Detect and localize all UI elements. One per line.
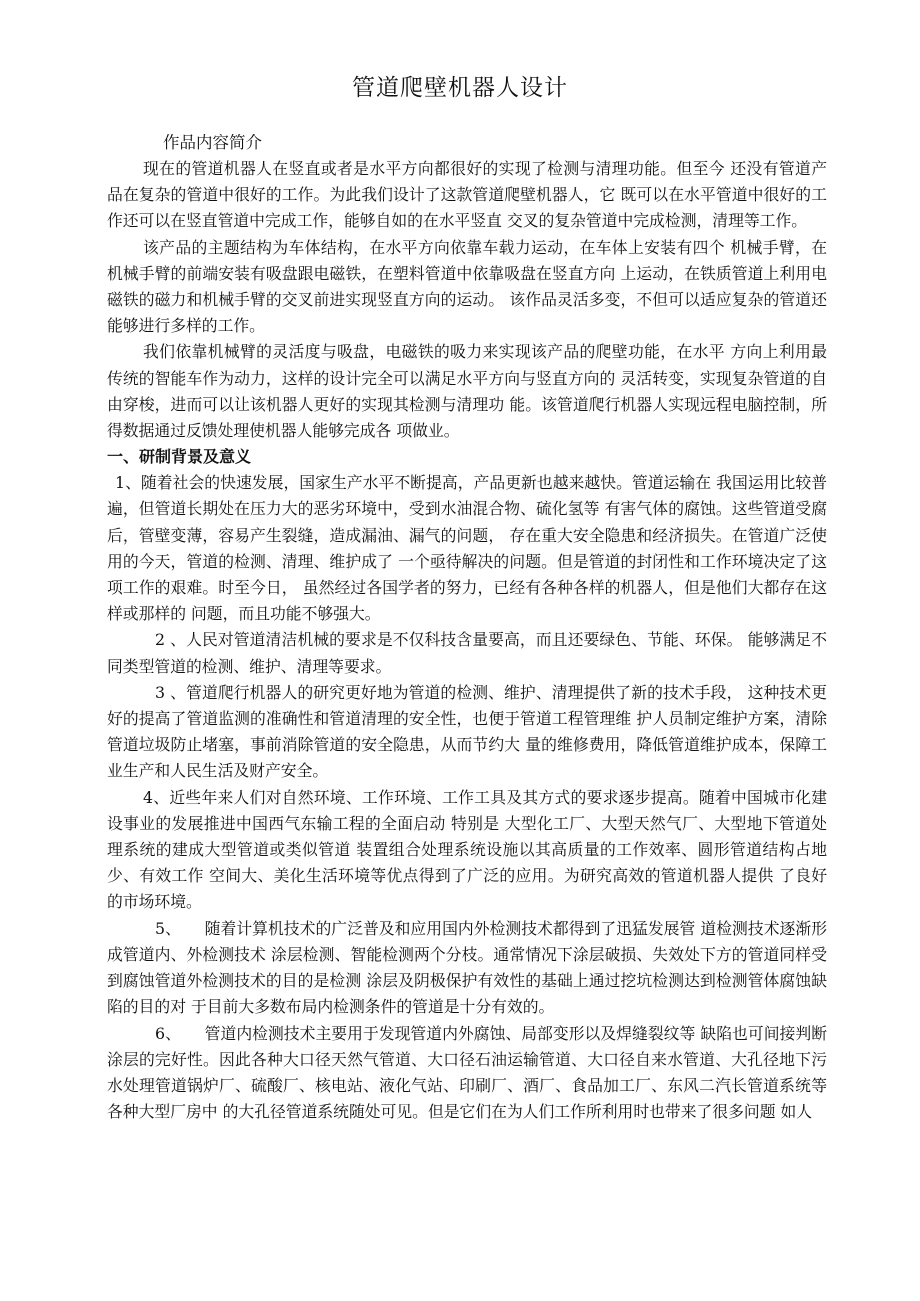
section-paragraph-2: 2 、人民对管道清洁机械的要求是不仅科技含量要高，而且还要绿色、节能、环保。 能够满足不同类型管道的检测、维护、清理等要求。 xyxy=(107,630,827,676)
intro-heading: 作品内容简介 xyxy=(163,133,262,152)
section-paragraph-4: 4、近些年来人们对自然环境、工作环境、工作工具及其方式的要求逐步提高。随着中国城市化建设事业的发展推进中国西气东输工程的全面启动 特别是 大型化工厂、大型天然气厂、大型地下管道处理系统的建成大型管道或类似管道 装置组合处理系统设施以其高质量的工作效率、圆形管道结构占地少、有效工作 空间大、美化生活环境等优点得到了广泛的应用。为研究高效的管道机器人提供 了良好的市场环境。 xyxy=(107,787,827,912)
section-paragraph-3: 3 、管道爬行机器人的研究更好地为管道的检测、维护、清理提供了新的技术手段， 这种技术更好的提高了管道监测的准确性和管道清理的安全性，也便于管道工程管理维 护人员制定维护方案，清除管道垃圾防止堵塞，事前消除管道的安全隐患，从而节约大 量的维修费用，降低管道维护成本，保障工业生产和人民生活及财产安全。 xyxy=(107,682,827,781)
section-paragraph-5: 5、 随着计算机技术的广泛普及和应用国内外检测技术都得到了迅猛发展管 道检测技术逐渐形成管道内、外检测技术 涂层检测、智能检测两个分枝。通常情况下涂层破损、失效处下方的管道同样受到腐蚀管道外检测技术的目的是检测 涂层及阴极保护有效性的基础上通过挖坑检测达到检测管体腐蚀缺陷的目的对 于目前大多数布局内检测条件的管道是十分有效的。 xyxy=(107,918,827,1017)
intro-paragraph-1: 现在的管道机器人在竖直或者是水平方向都很好的实现了检测与清理功能。但至今 还没有管道产品在复杂的管道中很好的工作。为此我们设计了这款管道爬壁机器人，它 既可以在水平管道中很好的工作还可以在竖直管道中完成工作，能够自如的在水平竖直 交叉的复杂管道中完成检测，清理等工作。 xyxy=(107,159,827,231)
document-body xyxy=(107,130,827,1125)
section-heading: 一、研制背景及意义 xyxy=(107,447,252,467)
intro-paragraph-2: 该产品的主题结构为车体结构，在水平方向依靠车载力运动，在车体上安装有四个 机械手臂，在机械手臂的前端安装有吸盘跟电磁铁，在塑料管道中依靠吸盘在竖直方向 上运动，在铁质管道上利用电磁铁的磁力和机械手臂的交叉前进实现竖直方向的运动。 该作品灵活多变，不但可以适应复杂的管道还能够进行多样的工作。 xyxy=(107,237,827,336)
document-title: 管道爬壁机器人设计 xyxy=(352,75,568,101)
section-paragraph-1: 1、随着社会的快速发展，国家生产水平不断提高，产品更新也越来越快。管道运输在 我国运用比较普遍，但管道长期处在压力大的恶劣环境中，受到水油混合物、硫化氢等 有害气体的腐蚀。这些管道受腐后，管壁变薄，容易产生裂缝，造成漏油、漏气的问题， 存在重大安全隐患和经济损失。在管道广泛使用的今天，管道的检测、清理、维护成了 一个亟待解决的问题。但是管道的封闭性和工作环境决定了这项工作的艰难。时至今日， 虽然经过各国学者的努力，已经有各种各样的机器人，但是他们大都存在这样或那样的 问题，而且功能不够强大。 xyxy=(107,473,827,624)
section-paragraph-6: 6、 管道内检测技术主要用于发现管道内外腐蚀、局部变形以及焊缝裂纹等 缺陷也可间接判断涂层的完好性。因此各种大口径天然气管道、大口径石油运输管道、大口径自来水管道、大孔径地下污水处理管道锅炉厂、硫酸厂、核电站、液化气站、印刷厂、酒厂、食品加工厂、东风二汽长管道系统等各种大型厂房中 的大孔径管道系统随处可见。但是它们在为人们工作所利用时也带来了很多问题 如人 xyxy=(107,1023,827,1122)
intro-paragraph-3: 我们依靠机械臂的灵活度与吸盘，电磁铁的吸力来实现该产品的爬壁功能，在水平 方向上利用最传统的智能车作为动力，这样的设计完全可以满足水平方向与竖直方向的 灵活转变，实现复杂管道的自由穿梭，进而可以让该机器人更好的实现其检测与清理功 能。该管道爬行机器人实现远程电脑控制，所得数据通过反馈处理使机器人能够完成各 项做业。 xyxy=(107,342,827,441)
